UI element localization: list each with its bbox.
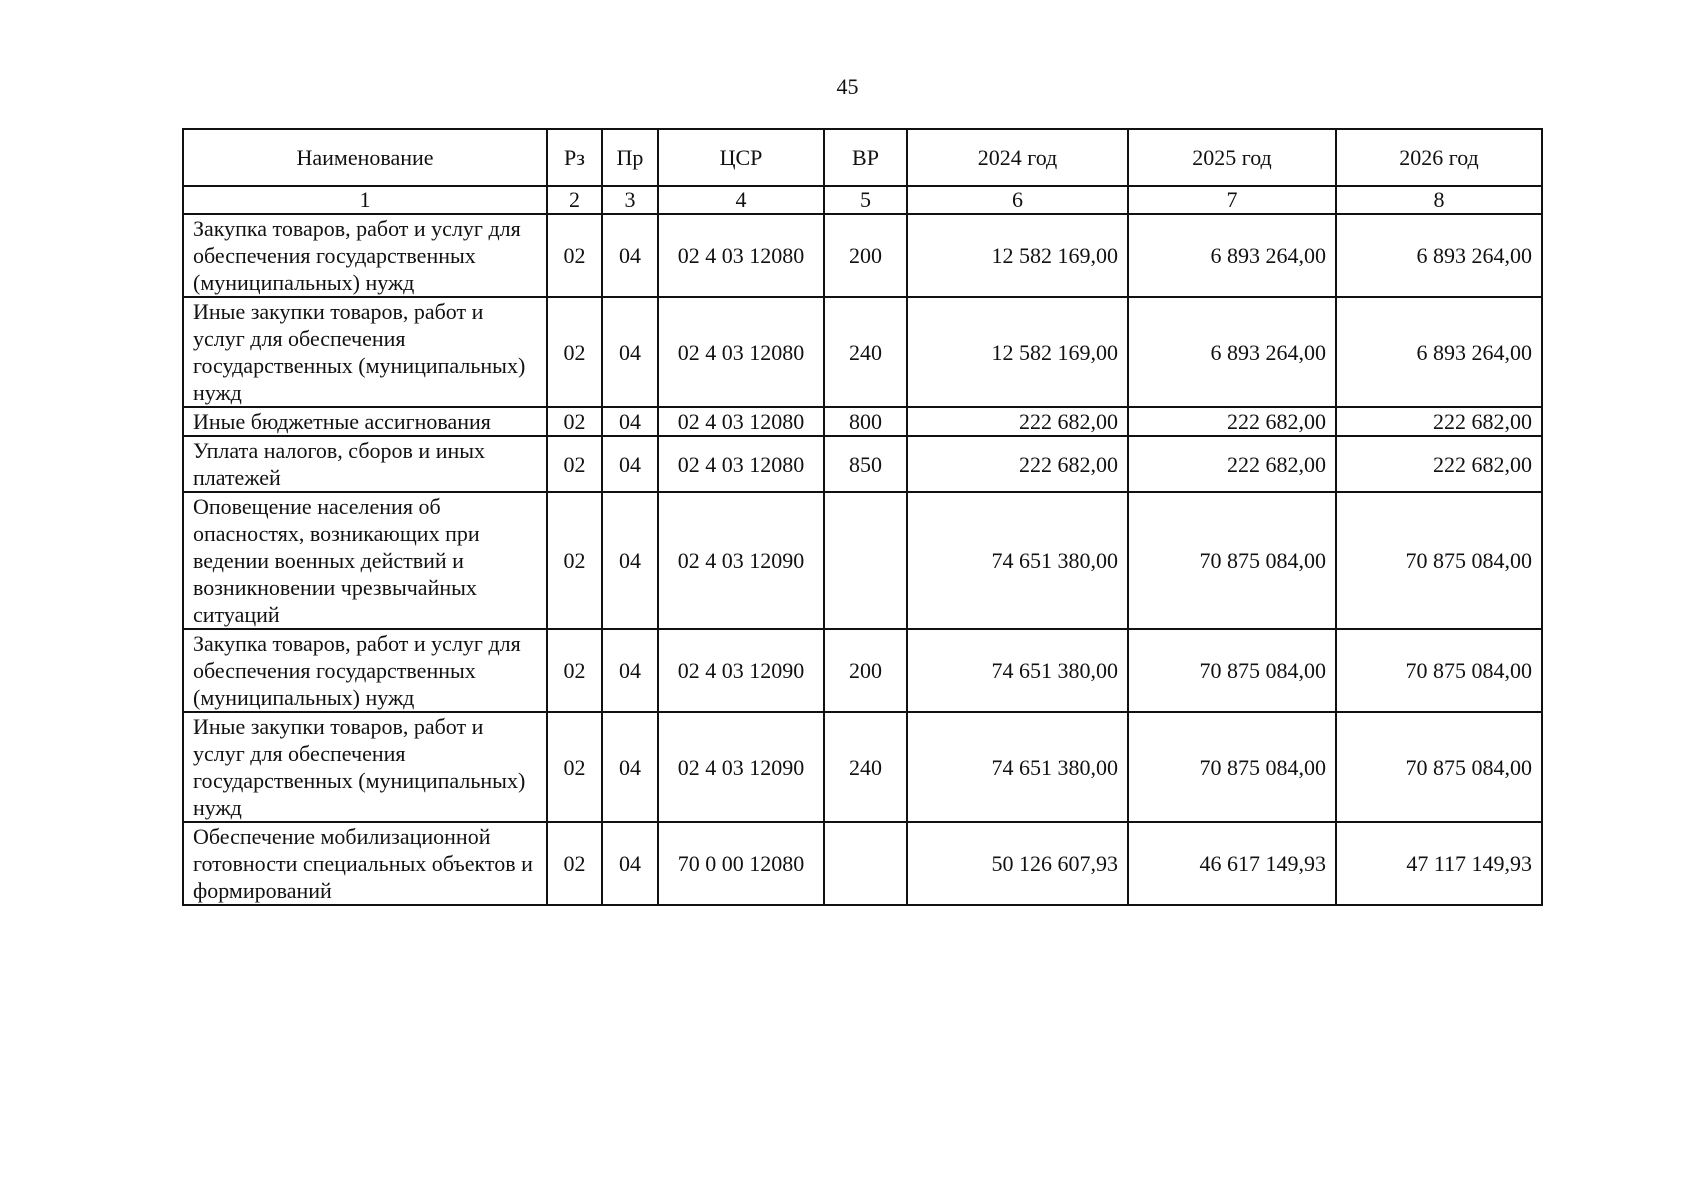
row-csr: 70 0 00 12080 <box>658 822 824 905</box>
row-amount-2026: 6 893 264,00 <box>1336 297 1542 407</box>
row-csr: 02 4 03 12080 <box>658 407 824 436</box>
row-csr: 02 4 03 12080 <box>658 297 824 407</box>
header-vr: ВР <box>824 129 907 186</box>
header-pr: Пр <box>602 129 658 186</box>
row-vr <box>824 492 907 629</box>
row-name: Оповещение населения об опасностях, возникающих при ведении военных действий и возникновении чрезвычайных ситуаций <box>183 492 547 629</box>
row-rz: 02 <box>547 492 602 629</box>
row-name: Иные бюджетные ассигнования <box>183 407 547 436</box>
row-name: Закупка товаров, работ и услуг для обеспечения государственных (муниципальных) нужд <box>183 214 547 297</box>
page-number: 45 <box>836 74 859 99</box>
row-amount-2025: 70 875 084,00 <box>1128 712 1336 822</box>
row-pr: 04 <box>602 214 658 297</box>
table-row <box>183 436 1542 492</box>
row-amount-2026: 70 875 084,00 <box>1336 629 1542 712</box>
row-csr: 02 4 03 12080 <box>658 436 824 492</box>
table-row <box>183 407 1542 436</box>
row-pr: 04 <box>602 492 658 629</box>
row-name: Иные закупки товаров, работ и услуг для обеспечения государственных (муниципальных) нужд <box>183 712 547 822</box>
row-amount-2025: 46 617 149,93 <box>1128 822 1336 905</box>
row-csr: 02 4 03 12090 <box>658 629 824 712</box>
row-vr <box>824 822 907 905</box>
table-row <box>183 822 1542 905</box>
row-amount-2024: 74 651 380,00 <box>907 492 1128 629</box>
row-vr: 200 <box>824 214 907 297</box>
row-csr: 02 4 03 12090 <box>658 492 824 629</box>
column-number: 7 <box>1128 186 1336 214</box>
row-amount-2025: 6 893 264,00 <box>1128 297 1336 407</box>
column-number: 6 <box>907 186 1128 214</box>
table-row <box>183 214 1542 297</box>
column-number: 8 <box>1336 186 1542 214</box>
row-amount-2026: 70 875 084,00 <box>1336 712 1542 822</box>
header-csr: ЦСР <box>658 129 824 186</box>
row-amount-2024: 12 582 169,00 <box>907 297 1128 407</box>
table-row <box>183 492 1542 629</box>
row-rz: 02 <box>547 822 602 905</box>
row-pr: 04 <box>602 629 658 712</box>
row-amount-2025: 222 682,00 <box>1128 407 1336 436</box>
column-number: 5 <box>824 186 907 214</box>
row-amount-2025: 222 682,00 <box>1128 436 1336 492</box>
header-2026: 2026 год <box>1336 129 1542 186</box>
row-csr: 02 4 03 12090 <box>658 712 824 822</box>
row-pr: 04 <box>602 436 658 492</box>
table-row <box>183 629 1542 712</box>
row-rz: 02 <box>547 712 602 822</box>
row-pr: 04 <box>602 712 658 822</box>
row-vr: 240 <box>824 712 907 822</box>
row-rz: 02 <box>547 436 602 492</box>
row-amount-2026: 70 875 084,00 <box>1336 492 1542 629</box>
row-amount-2024: 74 651 380,00 <box>907 712 1128 822</box>
row-name: Уплата налогов, сборов и иных платежей <box>183 436 547 492</box>
table-row <box>183 712 1542 822</box>
row-pr: 04 <box>602 407 658 436</box>
row-amount-2026: 6 893 264,00 <box>1336 214 1542 297</box>
column-number-row <box>183 186 1542 214</box>
row-vr: 240 <box>824 297 907 407</box>
column-number: 4 <box>658 186 824 214</box>
row-vr: 200 <box>824 629 907 712</box>
row-amount-2024: 12 582 169,00 <box>907 214 1128 297</box>
row-rz: 02 <box>547 214 602 297</box>
row-rz: 02 <box>547 297 602 407</box>
row-csr: 02 4 03 12080 <box>658 214 824 297</box>
header-name: Наименование <box>183 129 547 186</box>
row-amount-2024: 74 651 380,00 <box>907 629 1128 712</box>
column-number: 2 <box>547 186 602 214</box>
row-amount-2025: 6 893 264,00 <box>1128 214 1336 297</box>
row-amount-2026: 47 117 149,93 <box>1336 822 1542 905</box>
row-vr: 850 <box>824 436 907 492</box>
header-2025: 2025 год <box>1128 129 1336 186</box>
row-pr: 04 <box>602 297 658 407</box>
row-name: Закупка товаров, работ и услуг для обеспечения государственных (муниципальных) нужд <box>183 629 547 712</box>
header-row <box>183 129 1542 186</box>
row-vr: 800 <box>824 407 907 436</box>
row-amount-2024: 222 682,00 <box>907 407 1128 436</box>
row-rz: 02 <box>547 407 602 436</box>
budget-table <box>182 128 1543 906</box>
row-amount-2025: 70 875 084,00 <box>1128 629 1336 712</box>
row-amount-2026: 222 682,00 <box>1336 407 1542 436</box>
row-amount-2024: 222 682,00 <box>907 436 1128 492</box>
row-amount-2024: 50 126 607,93 <box>907 822 1128 905</box>
row-amount-2026: 222 682,00 <box>1336 436 1542 492</box>
column-number: 1 <box>183 186 547 214</box>
row-rz: 02 <box>547 629 602 712</box>
column-number: 3 <box>602 186 658 214</box>
header-rz: Рз <box>547 129 602 186</box>
row-name: Иные закупки товаров, работ и услуг для обеспечения государственных (муниципальных) нужд <box>183 297 547 407</box>
header-2024: 2024 год <box>907 129 1128 186</box>
row-amount-2025: 70 875 084,00 <box>1128 492 1336 629</box>
row-name: Обеспечение мобилизационной готовности специальных объектов и формирований <box>183 822 547 905</box>
table-row <box>183 297 1542 407</box>
row-pr: 04 <box>602 822 658 905</box>
